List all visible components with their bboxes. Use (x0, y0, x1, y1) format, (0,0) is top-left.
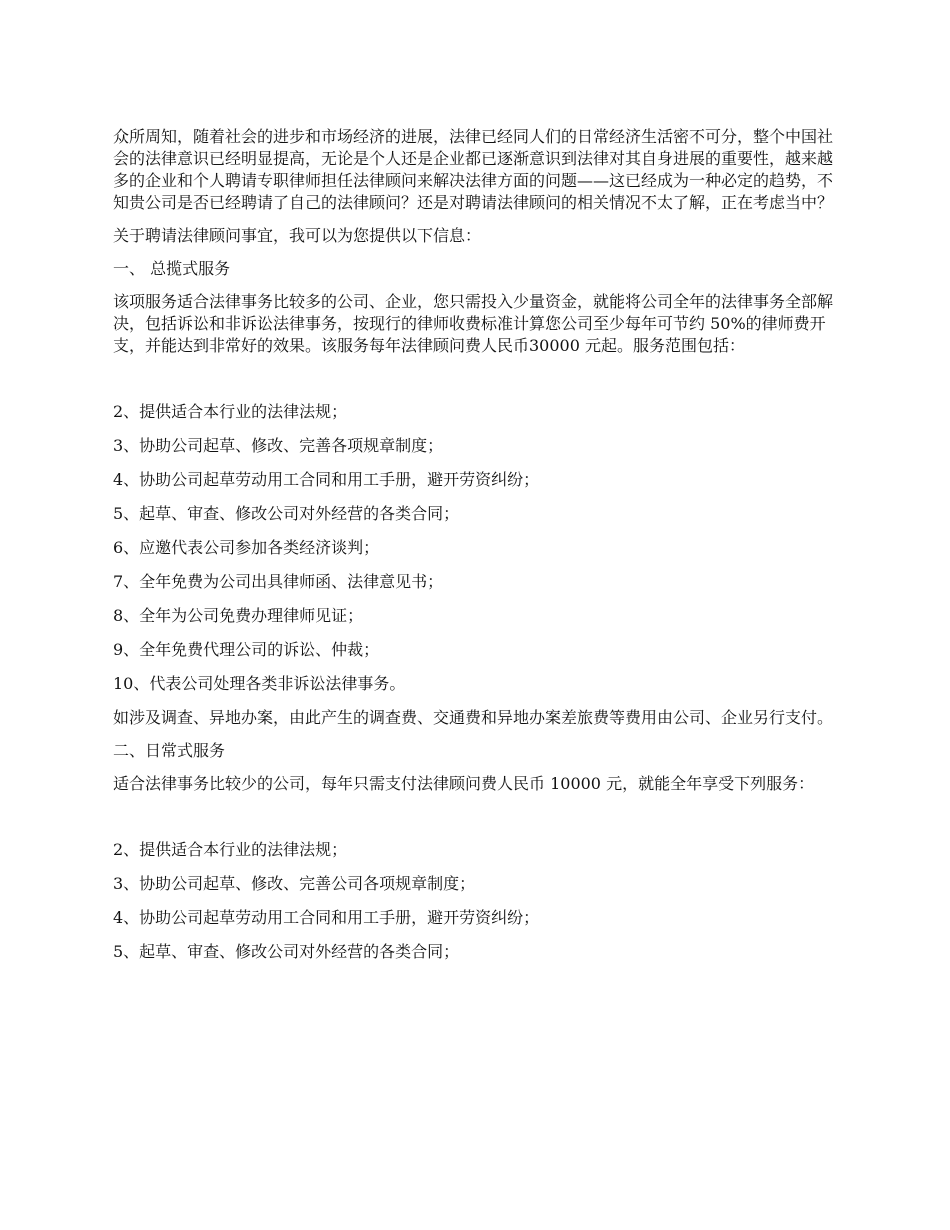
section1-note: 如涉及调查、异地办案，由此产生的调查费、交通费和异地办案差旅费等费用由公司、企业另行支付。 (113, 708, 834, 727)
section1-list-item: 3、协助公司起草、修改、完善各项规章制度； (113, 436, 444, 455)
section2-list-item: 2、提供适合本行业的法律法规； (113, 840, 348, 859)
section1-list-item: 4、协助公司起草劳动用工合同和用工手册，避开劳资纠纷； (113, 470, 540, 489)
section2-description: 适合法律事务比较少的公司，每年只需支付法律顾问费人民币 10000 元，就能全年享受下列服务： (113, 774, 815, 793)
section1-description: 该项服务适合法律事务比较多的公司、企业，您只需投入少量资金，就能将公司全年的法律事务全部解决，包括诉讼和非诉讼法律事务，按现行的律师收费标准计算您公司至少每年可节约 50%的律师费开支，并能达到非常好的效果。该服务每年法律顾问费人民币30000 元起。服务范围包括： (113, 292, 834, 355)
intro-paragraph: 众所周知，随着社会的进步和市场经济的进展，法律已经同人们的日常经济生活密不可分，整个中国社会的法律意识已经明显提高，无论是个人还是企业都已逐渐意识到法律对其自身进展的重要性，越来越多的企业和个人聘请专职律师担任法律顾问来解决法律方面的问题——这已经成为一种必定的趋势，不知贵公司是否已经聘请了自己的法律顾问？还是对聘请法律顾问的相关情况不太了解，正在考虑当中？ (113, 127, 834, 212)
section1-list-item: 10、代表公司处理各类非诉讼法律事务。 (113, 674, 406, 693)
blank-line (113, 357, 839, 401)
section2-heading: 二、日常式服务 (113, 741, 226, 760)
section2-list-item: 3、协助公司起草、修改、完善公司各项规章制度； (113, 874, 476, 893)
blank-line (113, 795, 839, 839)
section2-list-item: 4、协助公司起草劳动用工合同和用工手册，避开劳资纠纷； (113, 908, 540, 927)
section1-heading: 一、 总揽式服务 (113, 259, 231, 278)
document-page (113, 126, 839, 975)
section1-list-item: 7、全年免费为公司出具律师函、法律意见书； (113, 572, 444, 591)
section2-list-item: 5、起草、审查、修改公司对外经营的各类合同； (113, 942, 460, 961)
section1-list-item: 9、全年免费代理公司的诉讼、仲裁； (113, 640, 380, 659)
section1-list-item: 5、起草、审查、修改公司对外经营的各类合同； (113, 504, 460, 523)
section1-list-item: 2、提供适合本行业的法律法规； (113, 402, 348, 421)
section1-list-item: 6、应邀代表公司参加各类经济谈判； (113, 538, 380, 557)
section1-list-item: 8、全年为公司免费办理律师见证； (113, 606, 364, 625)
lead-paragraph: 关于聘请法律顾问事宜，我可以为您提供以下信息： (113, 226, 482, 245)
